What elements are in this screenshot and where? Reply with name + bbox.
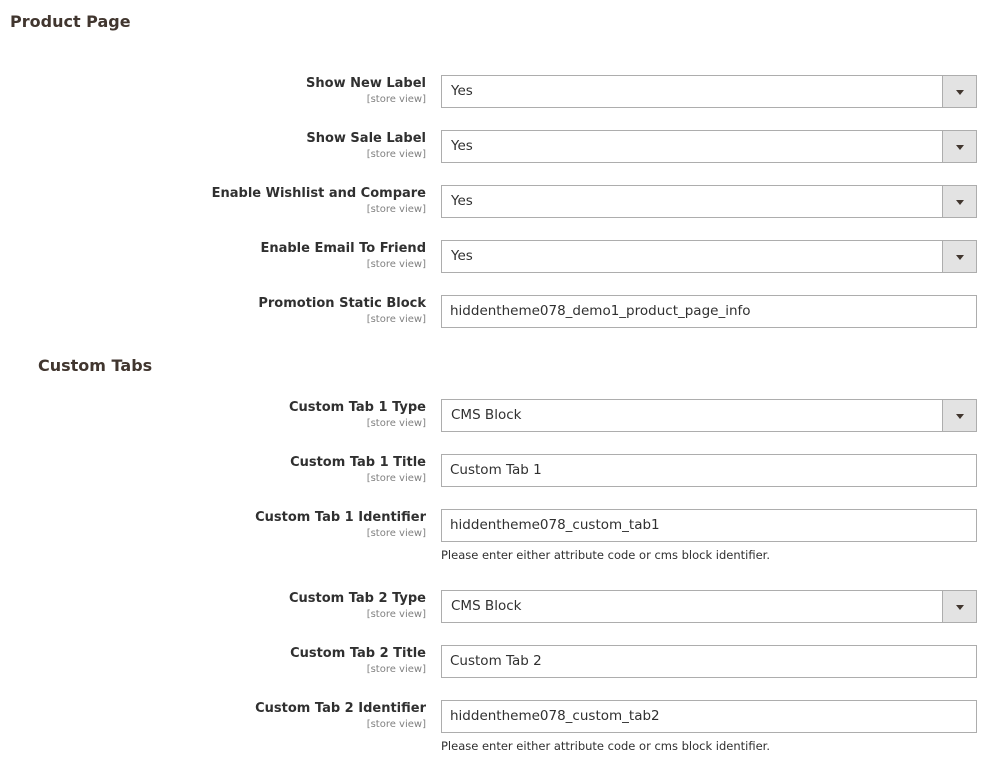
- config-row: [0, 454, 1002, 487]
- section-title: Product Page: [10, 12, 131, 31]
- config-row: [0, 295, 1002, 328]
- scope-label: [store view]: [366, 149, 426, 160]
- select-field[interactable]: [441, 240, 977, 273]
- field-value: hiddentheme078_custom_tab2: [450, 708, 660, 724]
- chevron-down-icon[interactable]: [942, 76, 976, 107]
- chevron-down-icon[interactable]: [942, 131, 976, 162]
- chevron-down-icon[interactable]: [942, 241, 976, 272]
- field-label: Custom Tab 2 Title: [290, 646, 426, 661]
- field-label: Show New Label: [306, 76, 426, 91]
- field-label: Enable Email To Friend: [260, 241, 426, 256]
- field-label: Promotion Static Block: [258, 296, 426, 311]
- scope-label: [store view]: [366, 94, 426, 105]
- config-row: [0, 75, 1002, 108]
- config-row: [0, 130, 1002, 163]
- field-value: Custom Tab 1: [450, 462, 542, 478]
- scope-label: [store view]: [366, 314, 426, 325]
- text-input[interactable]: [441, 509, 977, 542]
- text-input[interactable]: [441, 454, 977, 487]
- select-field[interactable]: [441, 185, 977, 218]
- scope-label: [store view]: [366, 664, 426, 675]
- scope-label: [store view]: [366, 418, 426, 429]
- scope-label: [store view]: [366, 473, 426, 484]
- text-input[interactable]: [441, 295, 977, 328]
- field-label: Enable Wishlist and Compare: [211, 186, 426, 201]
- scope-label: [store view]: [366, 528, 426, 539]
- scope-label: [store view]: [366, 204, 426, 215]
- chevron-down-icon[interactable]: [942, 186, 976, 217]
- field-label: Custom Tab 1 Title: [290, 455, 426, 470]
- select-field[interactable]: [441, 130, 977, 163]
- config-row: [0, 240, 1002, 273]
- field-value: CMS Block: [451, 407, 522, 423]
- field-note: Please enter either attribute code or cms block identifier.: [441, 548, 771, 562]
- config-row: [0, 700, 1002, 753]
- field-label: Custom Tab 2 Identifier: [255, 701, 426, 716]
- select-field[interactable]: [441, 399, 977, 432]
- scope-label: [store view]: [366, 609, 426, 620]
- field-label: Custom Tab 1 Identifier: [255, 510, 426, 525]
- field-label: Custom Tab 1 Type: [288, 400, 426, 415]
- text-input[interactable]: [441, 645, 977, 678]
- field-value: Yes: [451, 83, 473, 99]
- field-value: CMS Block: [451, 598, 522, 614]
- config-row: [0, 185, 1002, 218]
- chevron-down-icon[interactable]: [942, 591, 976, 622]
- select-field[interactable]: [441, 75, 977, 108]
- field-value: Yes: [451, 138, 473, 154]
- field-value: Custom Tab 2: [450, 653, 542, 669]
- config-row: [0, 509, 1002, 562]
- field-label: Custom Tab 2 Type: [288, 591, 426, 606]
- config-row: [0, 645, 1002, 678]
- subsection-title-custom-tabs: Custom Tabs: [38, 356, 153, 375]
- field-value: Yes: [451, 248, 473, 264]
- field-label: Show Sale Label: [306, 131, 426, 146]
- field-value: hiddentheme078_custom_tab1: [450, 517, 660, 533]
- field-value: Yes: [451, 193, 473, 209]
- field-note: Please enter either attribute code or cms block identifier.: [441, 739, 771, 753]
- scope-label: [store view]: [366, 719, 426, 730]
- text-input[interactable]: [441, 700, 977, 733]
- scope-label: [store view]: [366, 259, 426, 270]
- config-row: [0, 399, 1002, 432]
- field-value: hiddentheme078_demo1_product_page_info: [450, 303, 751, 319]
- chevron-down-icon[interactable]: [942, 400, 976, 431]
- select-field[interactable]: [441, 590, 977, 623]
- config-row: [0, 590, 1002, 623]
